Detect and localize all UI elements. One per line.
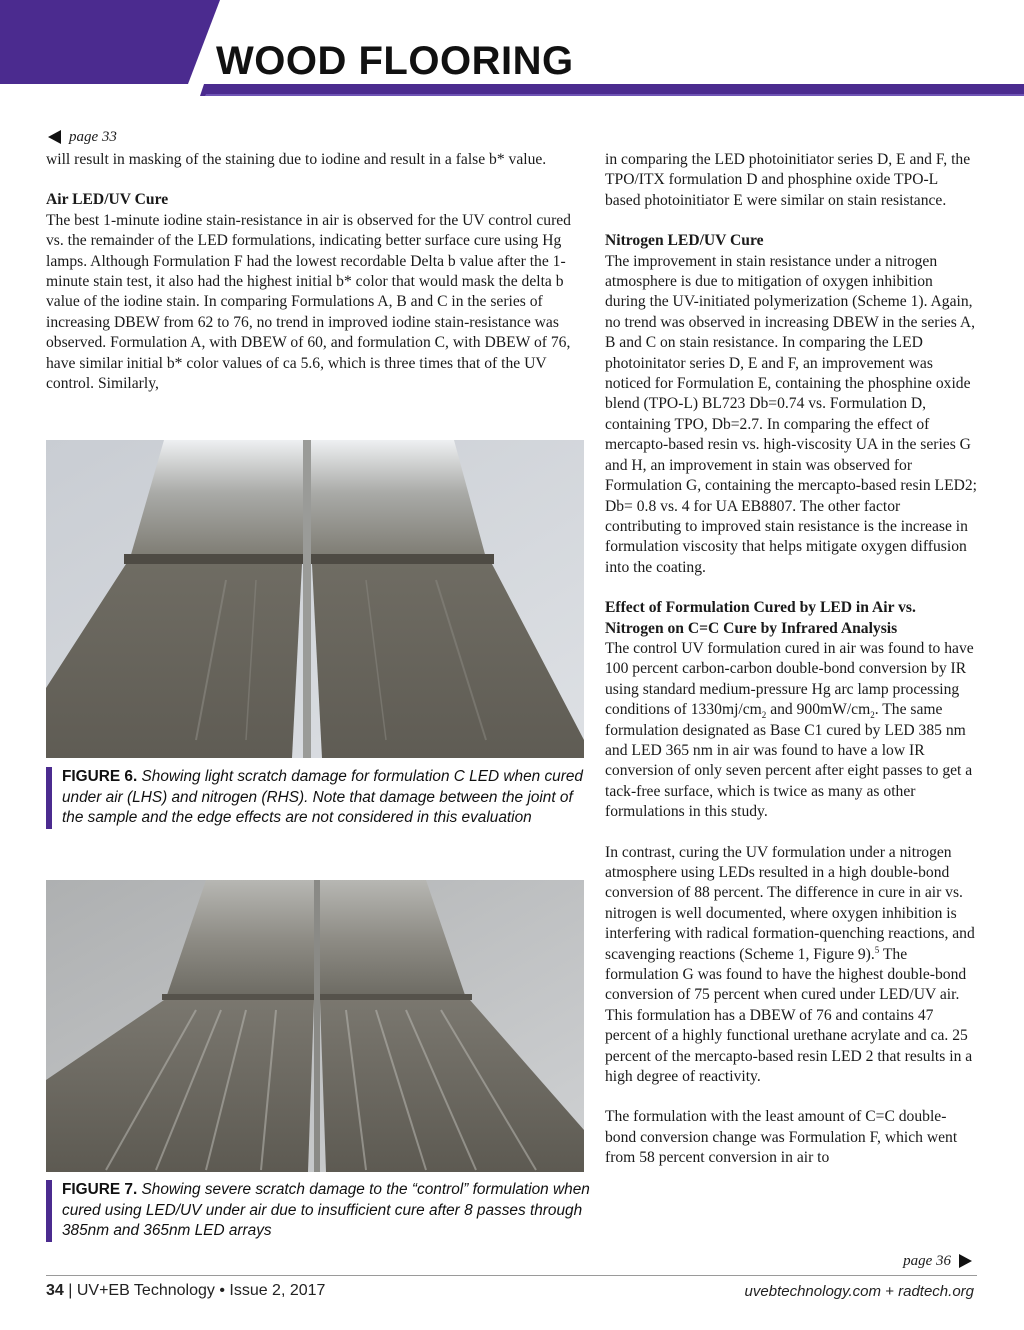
effect-subscript-2: 2 [870, 710, 875, 721]
arrow-right-icon [959, 1254, 972, 1268]
least-change-paragraph: The formulation with the least amount of C=C double-bond conversion change was Formulation F, which went from 58 percent conversion in air to [605, 1108, 958, 1167]
figure-6-caption [46, 767, 592, 829]
intro-paragraph: will result in masking of the staining due to iodine and result in a false b* value. [46, 151, 547, 168]
footer-websites[interactable]: uvebtechnology.com + radtech.org [744, 1283, 974, 1300]
nitrogen-heading: Nitrogen LED/UV Cure [605, 232, 764, 250]
continued-to[interactable] [903, 1252, 972, 1270]
effect-text-b: and 900mW/cm [766, 701, 871, 719]
effect-heading: Effect of Formulation Cured by LED in Air vs. Nitrogen on C=C Cure by Infrared Analysis [605, 599, 916, 637]
right-column [605, 150, 977, 1169]
figure-6-photo [46, 440, 584, 758]
air-heading: Air LED/UV Cure [46, 191, 169, 209]
publication-info: UV+EB Technology • Issue 2, 2017 [76, 1282, 326, 1299]
header-banner [0, 0, 1024, 96]
contrast-text-a: In contrast, curing the UV formulation under a nitrogen atmosphere using LEDs resulted in a high double-bond conversion of 88 percent. The difference in cure in air vs. nitrogen is well documented, where oxygen inhibition is interfering with radical formation-quenching reactions, and scavenging reactions (Scheme 1, Figure 9). [605, 843, 975, 963]
figure-6-image [46, 440, 584, 758]
footer-left [46, 1282, 325, 1300]
footer-divider [46, 1275, 977, 1276]
figure-7-caption-text: Showing severe scratch damage to the “control” formulation when cured using LED/UV under air due to insufficient cure after 8 passes through 385nm and 365nm LED arrays [62, 1181, 590, 1239]
figure-6-label: FIGURE 6. [62, 768, 138, 785]
nitrogen-paragraph: The improvement in stain resistance under a nitrogen atmosphere is due to mitigation of oxygen inhibition during the UV-initiated polymerization (Scheme 1). Again, no trend was observed in increasing DBEW in the series A, B and C on stain resistance. In comparing the LED photoinitator series D, E and F, an improvement was noticed for Formulation E, containing the phosphine oxide blend (TPO-L) BL723 Db=0.74 vs. Formulation D, containing TPO, Db=2.7. In comparing the effect of mercapto-based resin vs. high-viscosity UA in the series G and H, an improvement in stain was observed for Formulation G, containing the mercapto-based resin LED2; Db= 0.8 vs. 4 for UA EB8807. The other factor contributing to improved stain resistance is the increase in formulation viscosity that helps mitigate oxygen diffusion into the coating. [605, 252, 977, 576]
figure-7-label: FIGURE 7. [62, 1181, 138, 1198]
arrow-left-icon [48, 130, 61, 144]
page-number: 34 [46, 1282, 64, 1299]
continued-to-label: page 36 [903, 1253, 951, 1269]
contrast-paragraph [605, 843, 977, 1088]
continued-from-label: page 33 [69, 129, 117, 145]
contrast-text-b: The formulation G was found to have the highest double-bond conversion of 75 percent when cured under LED/UV air. This formulation has a DBEW of 76 and contains 47 percent of a highly functional urethane acrylate and ca. 25 percent of the mercapto-based resin LED 2 that results in a high degree of reactivity. [605, 945, 973, 1086]
effect-subscript-1: 2 [761, 710, 767, 721]
reference-superscript: 5 [874, 944, 880, 955]
continued-from[interactable] [48, 128, 117, 146]
figure-7-caption [46, 1180, 592, 1242]
effect-text-a: The control UV formulation cured in air was found to have 100 percent carbon-carbon double-bond conversion by IR using standard medium-pressure Hg arc lamp processing conditions of 1330mj/cm [605, 639, 974, 719]
footer-separator: | [68, 1282, 73, 1299]
effect-paragraph [605, 639, 977, 823]
effect-text-c: . The same formulation designated as Base C1 cured by LED 385 nm and LED 365 nm in air was found to have a low IR conversion of only seven percent after eight passes to get a tack-free surface, which is twice as many as other formulations in this study. [605, 701, 973, 821]
left-column [46, 150, 582, 414]
figure-7-image [46, 880, 584, 1172]
continued-paragraph: in comparing the LED photoinitiator series D, E and F, the TPO/ITX formulation D and phosphine oxide TPO-L based photoinitiator E were similar on stain resistance. [605, 151, 971, 209]
figure-6-caption-text: Showing light scratch damage for formulation C LED when cured under air (LHS) and nitrogen (RHS). Note that damage between the joint of the sample and the edge effects are not considered in this evaluation [62, 768, 583, 826]
section-title: WOOD FLOORING [216, 39, 574, 83]
figure-7-photo [46, 880, 584, 1172]
air-paragraph: The best 1-minute iodine stain-resistance in air is observed for the UV control cured vs. the remainder of the LED formulations, indicating better surface cure using Hg lamps. Although Formulation F had the lowest recordable Delta b value after the 1-minute stain test, it also had the highest initial b* color that would mask the delta b value of the iodine stain. In comparing Formulations A, B and C in the series of increasing DBEW from 62 to 76, no trend in improved iodine stain-resistance was observed. Formulation A, with DBEW of 60, and formulation C, with DBEW of 76, have similar initial b* color values of ca 5.6, which is three times that of the UV control. Similarly, [46, 211, 571, 393]
